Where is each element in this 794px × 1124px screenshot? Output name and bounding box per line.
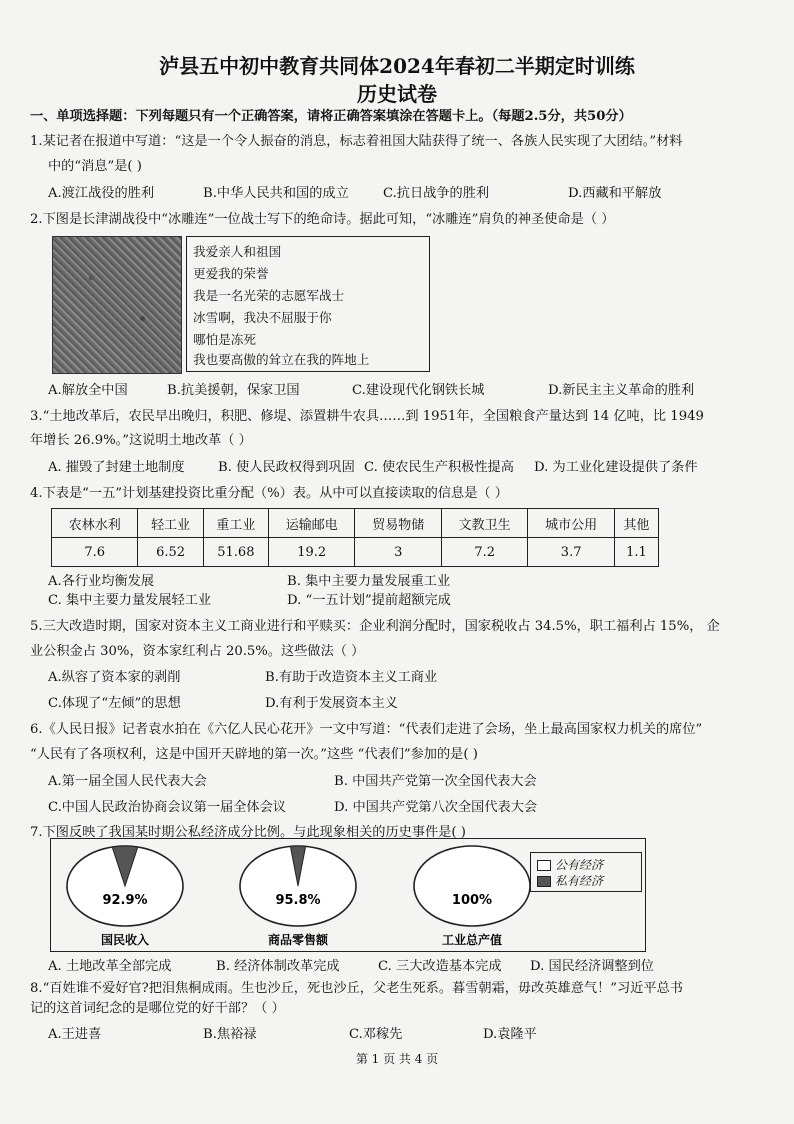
legend-item-private: [537, 872, 603, 889]
q1-option-d: D.西藏和平解放: [568, 186, 662, 201]
pie-category-label: 商品零售额: [267, 933, 329, 947]
table-header-cell: 其他: [614, 509, 658, 538]
poem-line: 冰雪啊，我决不屈服于你: [193, 310, 332, 325]
pie-category-label: 工业总产值: [441, 933, 503, 947]
q5-stem-line2: 业公积金占 30%，资本家红利占 20.5%。这些做法（ ）: [30, 644, 365, 659]
q4-option-c: C. 集中主要力量发展轻工业: [48, 593, 212, 608]
q2-stem: 2.下图是长津湖战役中“冰雕连”一位战士写下的绝命诗。据此可知，“冰雕连”肩负的神圣使命是（ ）: [30, 212, 615, 227]
chart-legend: [530, 852, 642, 892]
q4-option-a: A.各行业均衡发展: [48, 574, 155, 589]
q8-option-d: D.袁隆平: [483, 1027, 537, 1042]
pie-value-label: 92.9%: [102, 893, 148, 908]
legend-item-public: [537, 856, 603, 873]
table-cell: 51.68: [203, 538, 268, 567]
q8-stem-line1: 8.“百姓谁不爱好官?把泪焦桐成雨。生也沙丘，死也沙丘，父老生死系。暮雪朝霜，毋改英雄意气！”习近平总书: [30, 981, 683, 996]
pie-charts: [50, 838, 530, 950]
q3-option-b: B. 使人民政权得到巩固: [218, 460, 355, 475]
table-header-cell: 轻工业: [138, 509, 203, 538]
q1-option-b: B.中华人民共和国的成立: [203, 186, 349, 201]
q6-option-b: B. 中国共产党第一次全国代表大会: [334, 774, 537, 789]
q1-option-a: A.渡江战役的胜利: [48, 186, 155, 201]
exam-title: 泸县五中初中教育共同体2024年春初二半期定时训练: [159, 54, 635, 78]
section-heading: 一、单项选择题：下列每题只有一个正确答案，请将正确答案填涂在答题卡上。（每题2.5分，共50分）: [30, 109, 632, 124]
pie-public-slice: [414, 846, 530, 926]
table-row: [52, 538, 659, 567]
q8-stem-line2: 记的这首词纪念的是哪位党的好干部？（ ）: [30, 1001, 285, 1016]
table-header-cell: 城市公用: [528, 509, 614, 538]
q6-option-c: C.中国人民政治协商会议第一届全体会议: [48, 800, 286, 815]
q3-stem-line1: 3.“土地改革后，农民早出晚归，积肥、修堤、添置耕牛农具……到 1951年，全国粮食产量达到 14 亿吨，比 1949: [30, 409, 704, 424]
q3-option-a: A. 摧毁了封建土地制度: [48, 460, 185, 475]
q5-stem-line1: 5.三大改造时期，国家对资本主义工商业进行和平赎买：企业利润分配时，国家税收占 34.5%，职工福利占 15%， 企: [30, 619, 720, 634]
poem-line: 我爱亲人和祖国: [193, 244, 282, 259]
table-header-cell: 农林水利: [52, 509, 138, 538]
table-cell: 7.6: [52, 538, 138, 567]
table-cell: 3: [355, 538, 441, 567]
legend-swatch-private: [537, 876, 551, 887]
table-header-cell: 贸易物储: [355, 509, 441, 538]
q5-option-a: A.纵容了资本家的剥削: [48, 670, 181, 685]
q4-option-d: D. “一五计划”提前超额完成: [287, 593, 451, 608]
poem-box: [186, 236, 430, 372]
table-cell: 7.2: [441, 538, 527, 567]
q5-option-b: B.有助于改造资本主义工商业: [265, 670, 438, 685]
q5-option-d: D.有利于发展资本主义: [265, 696, 398, 711]
q1-stem-line1: 1.某记者在报道中写道：“这是一个令人振奋的消息，标志着祖国大陆获得了统一、各族人民实现了大团结。”材料: [30, 134, 683, 149]
q1-option-c: C.抗日战争的胜利: [383, 186, 490, 201]
q7-option-a: A. 土地改革全部完成: [48, 959, 172, 974]
q7-stem: 7.下图反映了我国某时期公私经济成分比例。与此现象相关的历史事件是( ): [30, 825, 466, 840]
q2-option-d: D.新民主主义革命的胜利: [548, 383, 695, 398]
q8-option-c: C.邓稼先: [349, 1027, 403, 1042]
q6-stem-line2: “人民有了各项权利，这是中国开天辟地的第一次。”这些 “代表们”参加的是( ): [30, 747, 478, 762]
q8-option-a: A.王进喜: [48, 1027, 102, 1042]
table-header-cell: 运输邮电: [269, 509, 355, 538]
pie-value-label: 95.8%: [275, 893, 321, 908]
q4-option-b: B. 集中主要力量发展重工业: [287, 574, 451, 589]
q7-option-c: C. 三大改造基本完成: [378, 959, 502, 974]
table-cell: 1.1: [614, 538, 658, 567]
page-number: 第 1 页 共 4 页: [355, 1052, 439, 1066]
q5-option-c: C.体现了“左倾”的思想: [48, 696, 181, 711]
pie-category-label: 国民收入: [100, 933, 150, 947]
q7-option-d: D. 国民经济调整到位: [530, 959, 654, 974]
q6-option-a: A.第一届全国人民代表大会: [48, 774, 207, 789]
exam-subject: 历史试卷: [357, 82, 437, 106]
q2-option-a: A.解放全中国: [48, 383, 128, 398]
table-header-row: [52, 509, 659, 538]
q3-option-c: C. 使农民生产积极性提高: [364, 460, 514, 475]
poem-line: 更爱我的荣誉: [193, 266, 269, 281]
poem-line: 哪怕是冻死: [193, 332, 256, 347]
soldier-photo: [52, 236, 182, 374]
investment-table: [51, 508, 659, 567]
table-cell: 3.7: [528, 538, 614, 567]
table-header-cell: 文教卫生: [441, 509, 527, 538]
q3-stem-line2: 年增长 26.9%。”这说明土地改革（ ）: [30, 433, 252, 448]
q7-option-b: B. 经济体制改革完成: [216, 959, 340, 974]
legend-label: 私有经济: [555, 874, 604, 888]
table-header-cell: 重工业: [203, 509, 268, 538]
legend-swatch-public: [537, 860, 551, 871]
q8-option-b: B.焦裕禄: [203, 1027, 257, 1042]
q6-option-d: D. 中国共产党第八次全国代表大会: [334, 800, 538, 815]
q4-stem: 4.下表是“一五”计划基建投资比重分配（%）表。从中可以直接读取的信息是（ ）: [30, 486, 508, 501]
pie-value-label: 100%: [451, 893, 493, 908]
q3-option-d: D. 为工业化建设提供了条件: [534, 460, 698, 475]
poem-line: 我是一名光荣的志愿军战士: [193, 288, 345, 303]
poem-line: 我也要高傲的耸立在我的阵地上: [193, 352, 370, 367]
legend-label: 公有经济: [555, 858, 604, 872]
q1-stem-line2: 中的“消息”是( ): [48, 159, 142, 174]
q6-stem-line1: 6.《人民日报》记者袁水拍在《六亿人民心花开》一文中写道：“代表们走进了会场，坐上最高国家权力机关的席位”: [30, 722, 703, 737]
table-cell: 6.52: [138, 538, 203, 567]
q2-option-c: C.建设现代化钢铁长城: [352, 383, 485, 398]
q2-option-b: B.抗美援朝，保家卫国: [167, 383, 300, 398]
table-cell: 19.2: [269, 538, 355, 567]
